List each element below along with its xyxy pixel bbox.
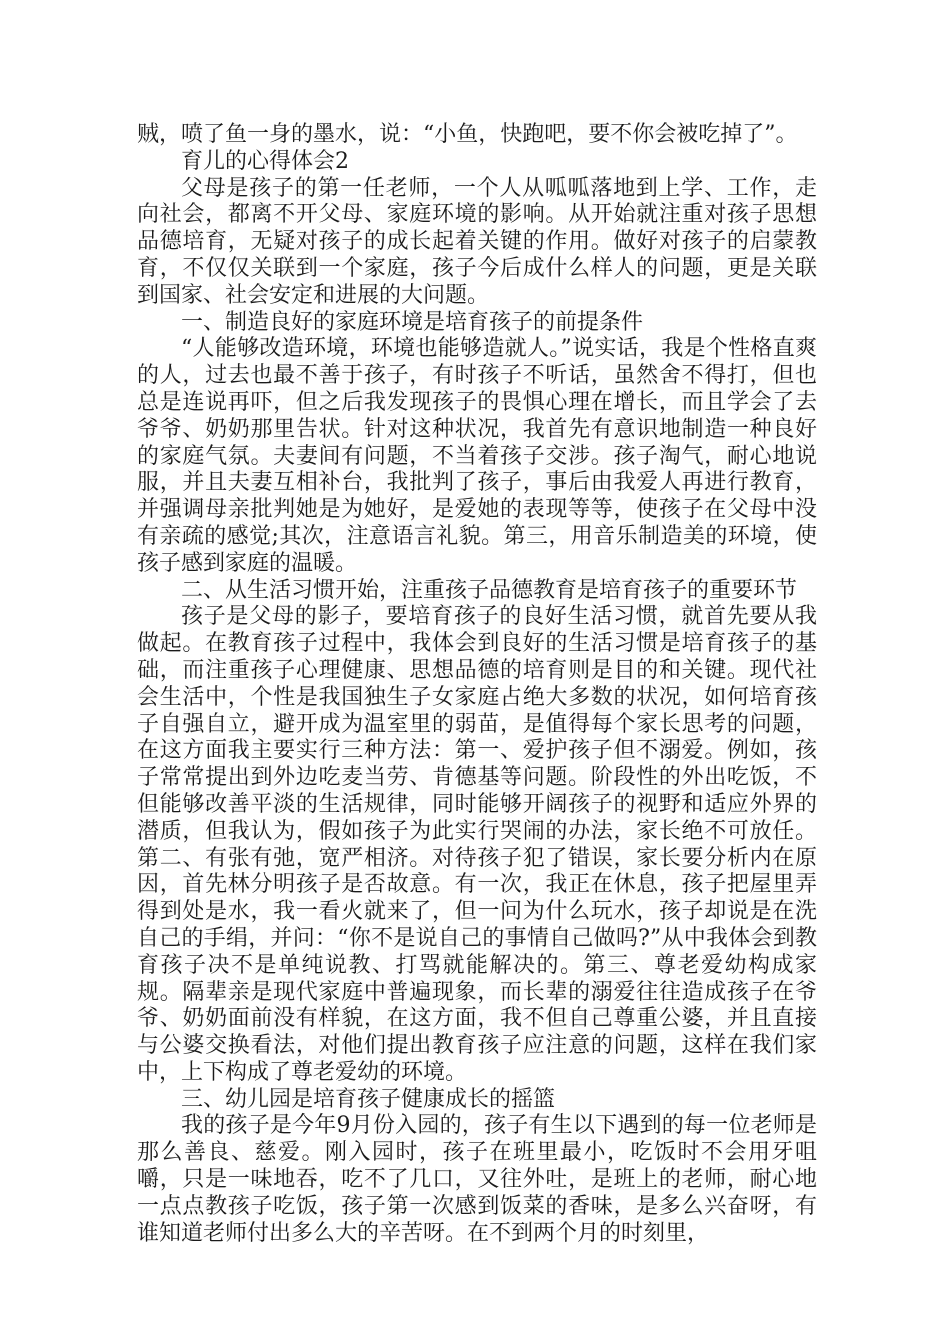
paragraph-intro: 父母是孩子的第一任老师，一个人从呱呱落地到上学、工作，走向社会，都离不开父母、家庭环境的影响。从开始就注重对孩子思想品德培育，无疑对孩子的成长起着关键的作用。做好对孩子的启蒙教育，不仅仅关联到一个家庭，孩子今后成什么样人的问题，更是关联到国家、社会安定和进展的大问题。 (137, 175, 817, 308)
heading-point-one: 一、制造良好的家庭环境是培育孩子的前提条件 (181, 309, 644, 335)
paragraph-story-ending: 贼，喷了鱼一身的墨水，说：“小鱼，快跑吧，要不你会被吃掉了”。 (137, 122, 798, 147)
heading-point-three: 三、幼儿园是培育孩子健康成长的摇篮 (181, 1086, 556, 1112)
paragraph-point-two: 孩子是父母的影子，要培育孩子的良好生活习惯，就首先要从我做起。在教育孩子过程中，我体会到良好的生活习惯是培育孩子的基础，而注重孩子心理健康、思想品德的培育则是目的和关键。现代社会生活中，个性是我国独生子女家庭占绝大多数的状况，如何培育孩子自强自立，避开成为温室里的弱苗，是值得每个家长思考的问题，在这方面我主要实行三种方法：第一、爱护孩子但不溺爱。例如，孩子常常提出到外边吃麦当劳、肯德基等问题。阶段性的外出吃饭，不但能够改善平淡的生活规律，同时能够开阔孩子的视野和适应外界的潜质，但我认为，假如孩子为此实行哭闹的办法，家长绝不可放任。第二、有张有弛，宽严相济。对待孩子犯了错误，家长要分析内在原因，首先林分明孩子是否故意。有一次，我正在休息，孩子把屋里弄得到处是水，我一看火就来了，但一问为什么玩水，孩子却说是在洗自己的手绢，并问：“你不是说自己的事情自己做吗?”从中我体会到教育孩子决不是单纯说教、打骂就能解决的。第三、尊老爱幼构成家规。隔辈亲是现代家庭中普遍现象，而长辈的溺爱往往造成孩子在爷爷、奶奶面前没有样貌，在这方面，我不但自己尊重公婆，并且直接与公婆交换看法，对他们提出教育孩子应注意的问题，这样在我们家中，上下构成了尊老爱幼的环境。 (137, 604, 817, 1085)
section-title: 育儿的心得体会2 (181, 148, 349, 174)
document-body (137, 122, 817, 1247)
paragraph-point-three: 我的孩子是今年9月份入园的，孩子有生以下遇到的每一位老师是那么善良、慈爱。刚入园时，孩子在班里最小，吃饭时不会用牙咀嚼，只是一味地吞，吃不了几口，又往外吐，是班上的老师，耐心地一点点教孩子吃饭，孩子第一次感到饭菜的香味，是多么兴奋呀，有谁知道老师付出多么大的辛苦呀。在不到两个月的时刻里， (137, 1113, 817, 1246)
heading-point-two: 二、从生活习惯开始，注重孩子品德教育是培育孩子的重要环节 (181, 577, 798, 603)
paragraph-point-one: “人能够改造环境，环境也能够造就人。”说实话，我是个性格直爽的人，过去也最不善于孩子，有时孩子不听话，虽然舍不得打，但也总是连说再吓，但之后我发现孩子的畏惧心理在增长，而且学会了去爷爷、奶奶那里告状。针对这种状况，我首先有意识地制造一种良好的家庭气氛。夫妻间有问题，不当着孩子交涉。孩子淘气，耐心地说服，并且夫妻互相补台，我批判了孩子，事后由我爱人再进行教育，并强调母亲批判她是为她好，是爱她的表现等等，使孩子在父母中没有亲疏的感觉;其次，注意语言礼貌。第三，用音乐制造美的环境，使孩子感到家庭的温暖。 (137, 336, 817, 576)
